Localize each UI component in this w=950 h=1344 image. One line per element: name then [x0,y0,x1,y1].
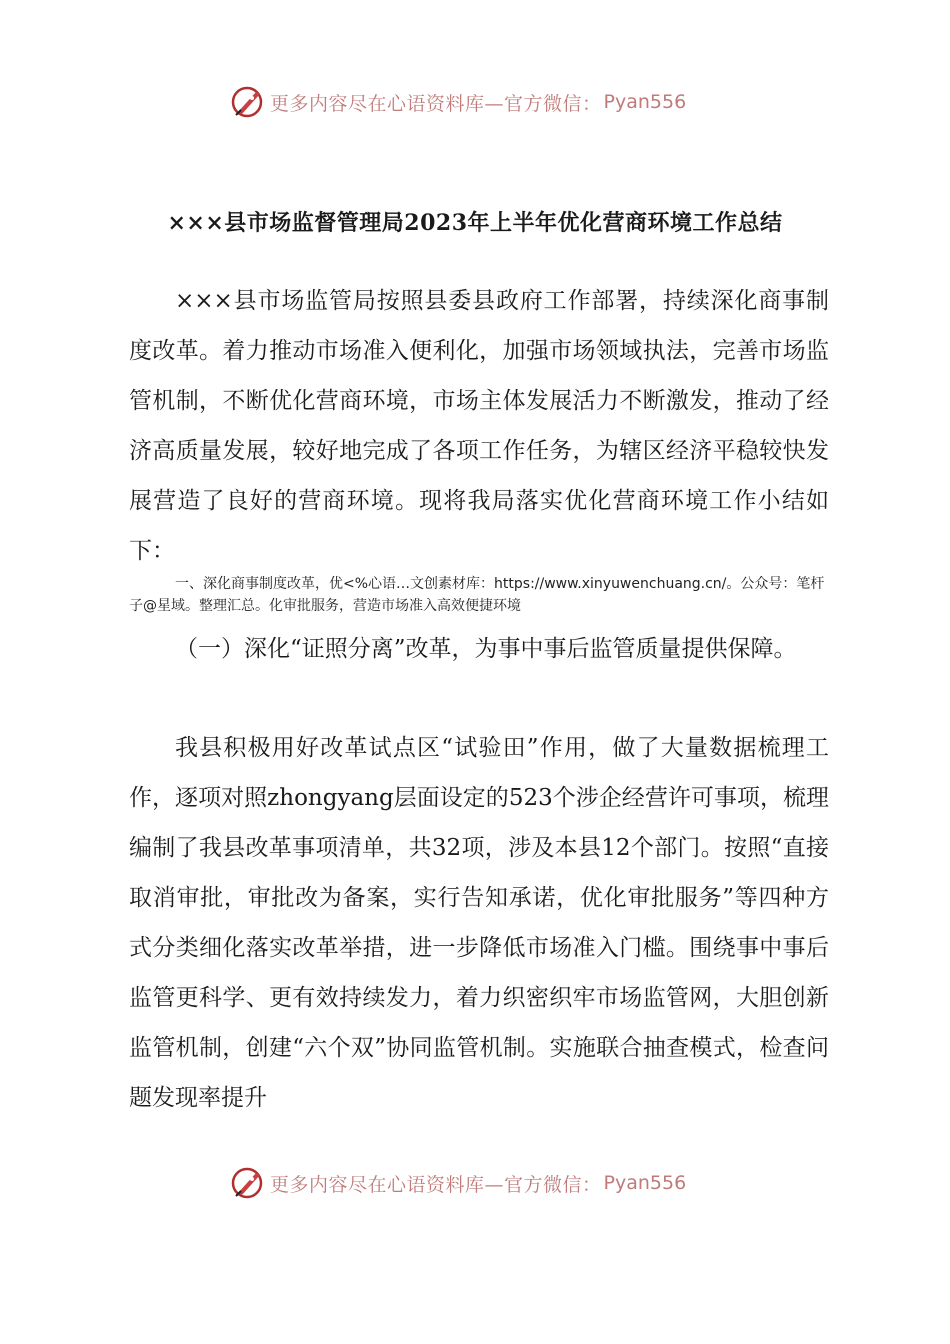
body-paragraph-2: 我县积极用好改革试点区“试验田”作用，做了大量数据梳理工作，逐项对照zhongyang层面设定的523个涉企经营许可事项，梳理编制了我县改革事项清单，共32项，涉及本县12个部门。按照“直接取消审批，审批改为备案，实行告知承诺，优化审批服务”等四种方式分类细化落实改革举措，进一步降低市场准入门槛。围绕事中事后监管更科学、更有效持续发力，着力织密织牢市场监管网，大胆创新监管机制，创建“六个双”协同监管机制。实施联合抽查模式，检查问题发现率提升 [129,735,829,1111]
banner-text: 更多内容尽在心语资料库—官方微信： [270,1173,602,1196]
banner-wechat-id: Pyan556 [603,1172,687,1194]
header-banner [230,82,750,122]
subheading-1: （一）深化“证照分离”改革，为事中事后监管质量提供保障。 [175,636,797,662]
banner-text: 更多内容尽在心语资料库—官方微信： [270,92,602,115]
section-heading-note: 一、深化商事制度改革，优<%心语…文创素材库：https://www.xinyuwenchuang.cn/。公众号：笔杆子@星域。整理汇总。化审批服务，营造市场准入高效便捷环境 [129,576,825,614]
footer-banner [230,1163,750,1203]
quill-logo-icon [230,1165,266,1201]
banner-wechat-id: Pyan556 [603,91,687,113]
intro-paragraph: ×××县市场监管局按照县委县政府工作部署，持续深化商事制度改革。着力推动市场准入便利化，加强市场领域执法，完善市场监管机制，不断优化营商环境，市场主体发展活力不断激发，推动了经济高质量发展，较好地完成了各项工作任务，为辖区经济平稳较快发展营造了良好的营商环境。现将我局落实优化营商环境工作小结如下： [129,288,829,564]
document-title: ×××县市场监督管理局2023年上半年优化营商环境工作总结 [167,210,783,236]
quill-logo-icon [230,84,266,120]
